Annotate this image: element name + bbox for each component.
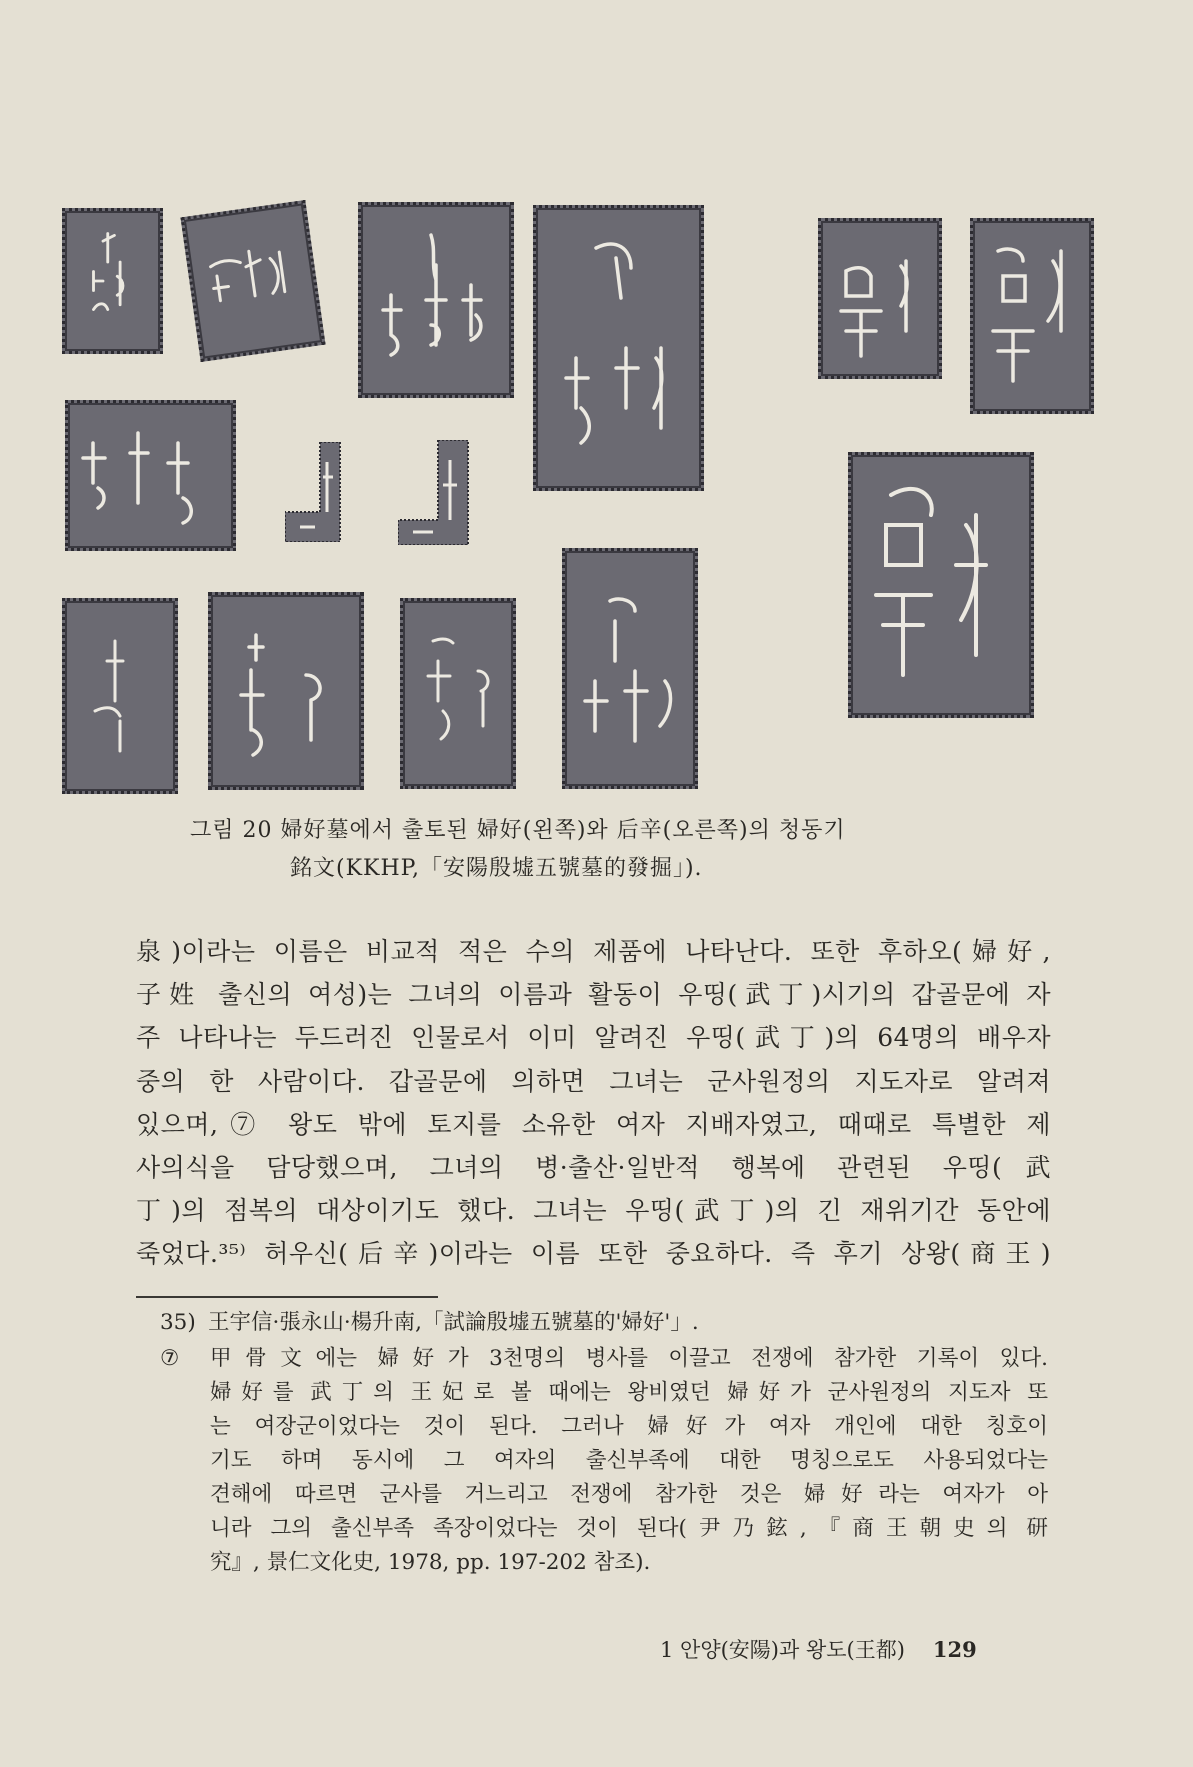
inscription-rubbing-image [533, 205, 704, 491]
inscription-rubbing-image [970, 218, 1094, 414]
body-paragraph [136, 930, 1051, 1276]
footnote-35 [160, 1306, 1048, 1340]
inscription-rubbing-image [562, 548, 698, 789]
footnote-number: 35) [160, 1310, 196, 1335]
inscription-rubbing-image [358, 202, 514, 398]
inscription-rubbing-image [62, 598, 178, 794]
note-line: 는 여장군이었다는 것이 된다. 그러나 婦好가 여자 개인에 대한 칭호이 [210, 1414, 1048, 1439]
note-line: 견해에 따르면 군사를 거느리고 전쟁에 참가한 것은 婦好라는 여자가 아 [210, 1482, 1048, 1507]
inscription-rubbing-image [208, 592, 364, 790]
footnote-divider [136, 1296, 438, 1298]
body-line: 丁)의 점복의 대상이기도 했다. 그녀는 우띵(武丁)의 긴 재위기간 동안에 [136, 1196, 1051, 1226]
translator-note-7 [160, 1342, 1048, 1580]
figure-caption-line: 銘文(KKHP,「安陽殷墟五號墓的發掘」). [290, 856, 703, 881]
note-marker: ⑦ [160, 1346, 180, 1371]
figure-caption-line: 그림 20 婦好墓에서 출토된 婦好(왼쪽)와 后辛(오른쪽)의 청동기 [190, 818, 846, 843]
note-line: 婦好를 武丁의 王妃로 볼 때에는 왕비였던 婦好가 군사원정의 지도자 또 [210, 1380, 1048, 1405]
body-line: 사의식을 담당했으며, 그녀의 병·출산·일반적 행복에 관련된 우띵(武 [136, 1153, 1051, 1183]
running-footer [660, 1634, 1040, 1664]
inscription-rubbing-image [398, 440, 473, 545]
inscription-rubbing-image [180, 200, 325, 362]
body-line: 있으며,⑦ 왕도 밖에 토지를 소유한 여자 지배자였고, 때때로 특별한 제 [136, 1109, 1051, 1139]
inscription-rubbing-image [400, 598, 516, 789]
body-line: 중의 한 사람이다. 갑골문에 의하면 그녀는 군사원정의 지도자로 알려져 [136, 1066, 1051, 1096]
inscription-rubbing-image [62, 208, 163, 354]
footnote-text: 王宇信·張永山·楊升南,「試論殷墟五號墓的'婦好'」. [208, 1310, 699, 1335]
inscription-rubbing-image [65, 400, 236, 551]
inscription-rubbing-image [285, 442, 351, 542]
inscription-rubbing-image [818, 218, 942, 379]
body-line: 주 나타나는 두드러진 인물로서 이미 알려진 우띵(武丁)의 64명의 배우자 [136, 1023, 1051, 1053]
running-head: 1 안양(安陽)과 왕도(王都) [660, 1638, 905, 1662]
note-line: 甲骨文에는 婦好가 3천명의 병사를 이끌고 전쟁에 참가한 기록이 있다. [210, 1346, 1048, 1371]
note-line: 니라 그의 출신부족 족장이었다는 것이 된다(尹乃鉉,『商王朝史의 研 [210, 1516, 1048, 1541]
footnotes [160, 1306, 1048, 1580]
note-line: 究』, 景仁文化史, 1978, pp. 197-202 참조). [210, 1550, 651, 1575]
body-line: 泉)이라는 이름은 비교적 적은 수의 제품에 나타난다. 또한 후하오(婦好, [136, 937, 1051, 966]
body-line: 죽었다.³⁵⁾ 허우신(后辛)이라는 이름 또한 중요하다. 즉 후기 상왕(商王) [136, 1239, 1051, 1269]
page-number: 129 [932, 1637, 977, 1662]
inscription-rubbing-image [848, 452, 1034, 718]
figure-caption [190, 812, 1010, 888]
body-line: 子姓 출신의 여성)는 그녀의 이름과 활동이 우띵(武丁)시기의 갑골문에 자 [136, 980, 1051, 1010]
note-line: 기도 하며 동시에 그 여자의 출신부족에 대한 명칭으로도 사용되었다는 [210, 1448, 1048, 1473]
